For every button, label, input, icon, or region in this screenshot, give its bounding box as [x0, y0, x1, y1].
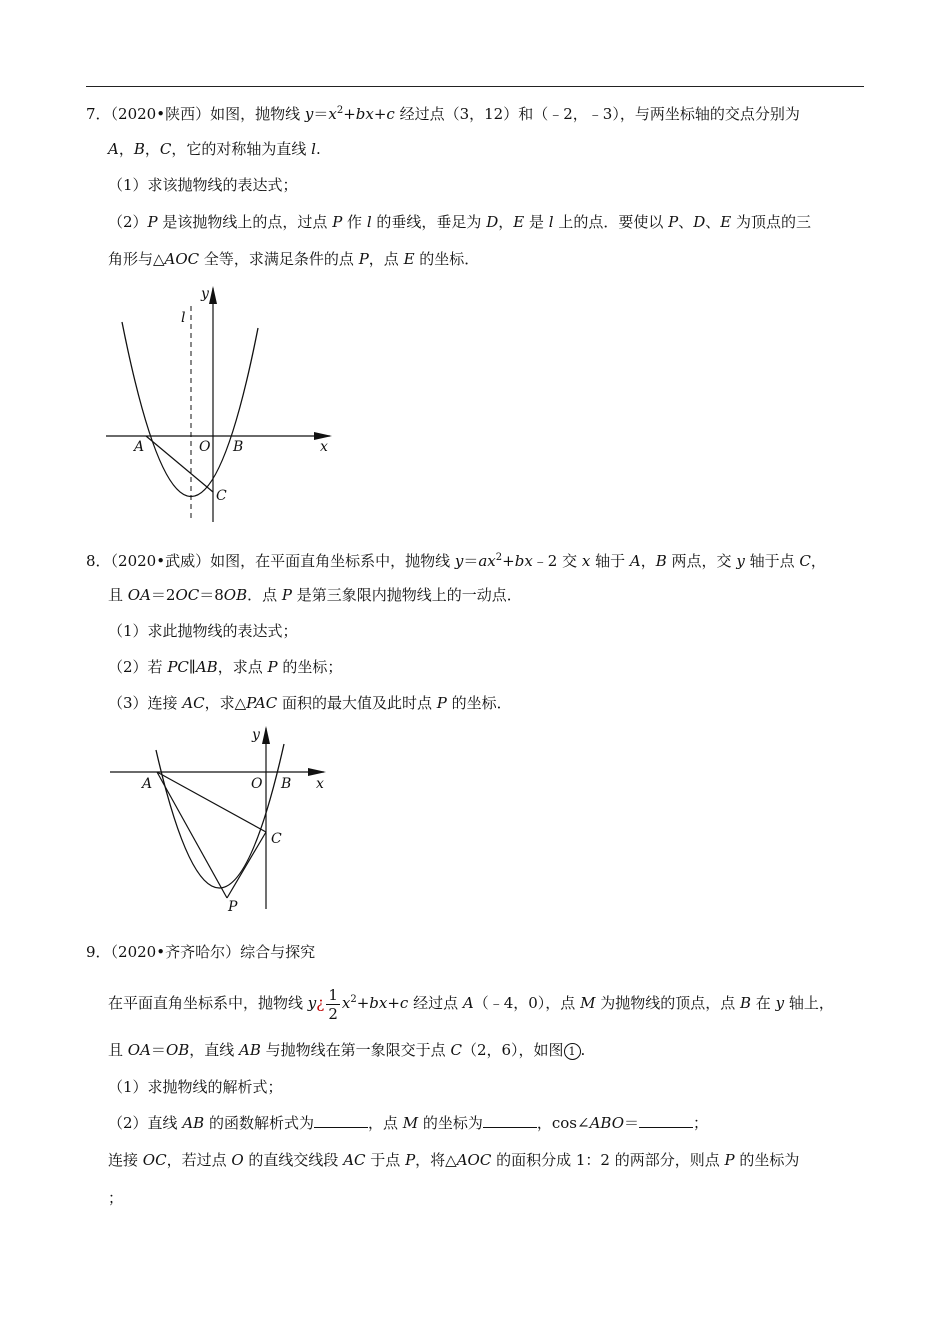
q9-line1: 在平面直角坐标系中，抛物线 y¿ $\frac{1}{2}$ $x^2+bx+c$ 经过点 A（﹣4，0），点 M 为抛物线的顶点，点 B 在 y 轴上，	[108, 985, 834, 1023]
q9-line2: 且 OA＝OB，直线 AB 与抛物线在第一象限交于点 C（2，6），如图 1 .	[108, 1041, 586, 1059]
q9-heading: 9．（2020•齐齐哈尔）综合与探究	[86, 943, 316, 961]
top-rule	[86, 86, 864, 87]
q7-label-x: x	[320, 439, 328, 455]
q8-label-c: C	[271, 831, 282, 847]
answer-blank-vertex	[483, 1113, 537, 1128]
q8-part3: （3）连接 AC，求△PAC 面积的最大值及此时点 P 的坐标．	[108, 694, 512, 712]
q7-label-l: l	[181, 310, 186, 326]
q9-part2: （2）直线 AB 的函数解析式为 ，点 M 的坐标为 ，cos∠ABO＝ ；	[108, 1114, 709, 1132]
q8-segment-pc	[227, 832, 266, 898]
figure-number-circle: 1	[564, 1043, 581, 1060]
q8-parabola	[156, 744, 284, 888]
q7-label-o: O	[199, 439, 211, 455]
q7-line2: A，B，C，它的对称轴为直线 l.	[108, 140, 321, 158]
q7-part2: （2）P 是该抛物线上的点，过点 P 作 l 的垂线，垂足为 D，E 是 l 上的点．要使以 P、D、E 为顶点的三	[108, 213, 811, 231]
q9-part1: （1）求抛物线的解析式；	[108, 1078, 283, 1096]
q7-label-b: B	[233, 439, 244, 455]
q8-label-x: x	[316, 776, 324, 792]
q7-part2-cont: 角形与△AOC 全等，求满足条件的点 P，点 E 的坐标．	[108, 250, 480, 268]
answer-blank-cos	[639, 1113, 693, 1128]
q7-part1: （1）求该抛物线的表达式；	[108, 176, 298, 194]
q7-figure	[100, 282, 340, 527]
q8-label-y: y	[252, 727, 260, 743]
q8-line2: 且 OA＝2OC＝8OB．点 P 是第三象限内抛物线上的一动点．	[108, 586, 522, 604]
q8-label-p: P	[228, 899, 238, 915]
q8-line1: 8．（2020•武威）如图，在平面直角坐标系中，抛物线 $y=ax^2+bx﹣2$ 交 x 轴于 A，B 两点，交 y 轴于点 C，	[86, 552, 826, 570]
q8-figure	[104, 722, 344, 917]
q7-label-a: A	[134, 439, 145, 455]
q8-part1: （1）求此抛物线的表达式；	[108, 622, 298, 640]
q8-x-arrow	[308, 768, 326, 776]
q9-fraction: $\frac{1}{2}$	[328, 985, 338, 1023]
q8-label-o: O	[251, 776, 263, 792]
q7-line1: 7．（2020•陕西）如图，抛物线 $y=x^2+bx+c$ 经过点（3，12）和（﹣2，﹣3），与两坐标轴的交点分别为	[86, 105, 800, 123]
q7-label-y: y	[201, 286, 209, 302]
q7-label-c: C	[216, 488, 227, 504]
q8-y-arrow	[262, 726, 270, 744]
q8-label-a: A	[142, 776, 153, 792]
q9-part3-end: ；	[108, 1189, 124, 1207]
q8-part2: （2）若 PC∥AB，求点 P 的坐标；	[108, 658, 343, 676]
answer-blank-line	[314, 1113, 368, 1128]
q8-label-b: B	[281, 776, 292, 792]
q7-parabola	[122, 322, 258, 497]
q7-y-arrow	[209, 286, 217, 304]
q9-part3: 连接 OC，若过点 O 的直线交线段 AC 于点 P，将△AOC 的面积分成 1：2 的两部分，则点 P 的坐标为	[108, 1151, 800, 1169]
